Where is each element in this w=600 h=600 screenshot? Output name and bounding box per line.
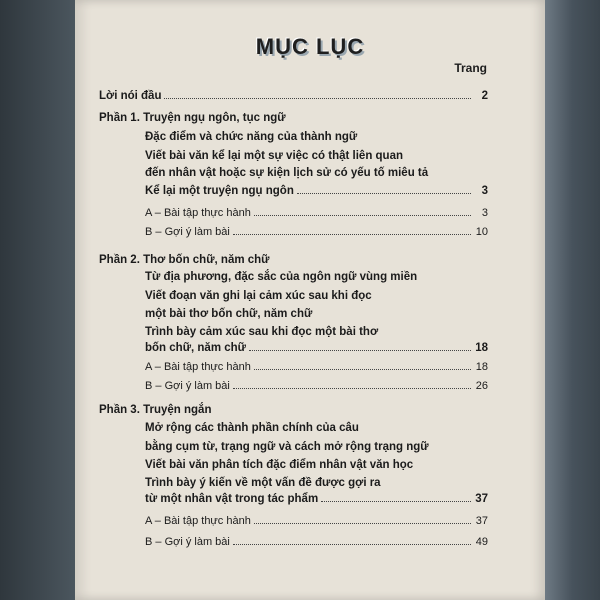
toc-line: Trình bày cảm xúc sau khi đọc một bài thơ: [145, 326, 379, 338]
table-of-contents: [75, 0, 545, 600]
toc-page-number: 26: [475, 380, 488, 392]
toc-guide: B – Gợi ý làm bài 26: [145, 380, 488, 392]
toc-line: Trình bày ý kiến về một vấn đề được gợi ra: [145, 477, 381, 489]
dot-leader: [249, 350, 471, 351]
toc-page-number: 2: [481, 90, 488, 102]
toc-page-number: 3: [481, 207, 488, 219]
toc-line-last: Kể lại một truyện ngụ ngôn 3: [145, 185, 488, 197]
toc-line: Viết bài văn phân tích đặc điểm nhân vật văn học: [145, 459, 414, 471]
dot-leader: [233, 544, 471, 545]
toc-entry-label: Lời nói đầu: [99, 90, 162, 102]
dot-leader: [254, 523, 471, 524]
toc-page: [75, 0, 545, 600]
dot-leader: [254, 369, 471, 370]
toc-line: Viết đoạn văn ghi lại cảm xúc sau khi đọc: [145, 290, 372, 302]
part-title-text: Phần 2. Thơ bốn chữ, năm chữ: [99, 254, 270, 266]
toc-line-last: từ một nhân vật trong tác phẩm 37: [145, 493, 488, 505]
toc-page-number: 3: [481, 185, 488, 197]
page-title: MỤC LỤC: [255, 34, 365, 59]
dot-leader: [297, 193, 471, 194]
toc-practice: A – Bài tập thực hành 18: [145, 361, 488, 373]
toc-line: Mở rộng các thành phần chính của câu: [145, 422, 359, 434]
dot-leader: [164, 98, 471, 99]
toc-page-number: 37: [475, 515, 488, 527]
toc-line: Đặc điểm và chức năng của thành ngữ: [145, 131, 358, 143]
toc-page-number: 49: [475, 536, 488, 548]
toc-line: một bài thơ bốn chữ, năm chữ: [145, 308, 313, 320]
toc-line: đến nhân vật hoặc sự kiện lịch sử có yếu tố miêu tả: [145, 167, 429, 179]
toc-entry-intro: [99, 89, 488, 103]
page-column-label: Trang: [454, 61, 487, 75]
toc-guide: B – Gợi ý làm bài 10: [145, 226, 488, 238]
toc-page-number: 18: [475, 361, 488, 373]
book-spine: [545, 0, 600, 600]
dot-leader: [254, 215, 471, 216]
toc-line: Viết bài văn kể lại một sự việc có thật liên quan: [145, 150, 404, 162]
part-title: [99, 111, 286, 125]
dot-leader: [233, 388, 471, 389]
toc-guide: B – Gợi ý làm bài 49: [145, 536, 488, 548]
part-title-text: Phần 3. Truyện ngắn: [99, 404, 212, 416]
part-title: [99, 253, 270, 267]
toc-line: bằng cụm từ, trạng ngữ và cách mở rộng trạng ngữ: [145, 441, 429, 453]
left-background: [0, 0, 75, 600]
toc-page-number: 10: [475, 226, 488, 238]
part-title: [99, 403, 211, 417]
toc-page-number: 18: [475, 342, 488, 354]
dot-leader: [321, 501, 471, 502]
toc-line-last: bốn chữ, năm chữ 18: [145, 342, 488, 354]
toc-practice: A – Bài tập thực hành 3: [145, 207, 488, 219]
toc-page-number: 37: [475, 493, 488, 505]
toc-practice: A – Bài tập thực hành 37: [145, 515, 488, 527]
part-title-text: Phần 1. Truyện ngụ ngôn, tục ngữ: [99, 112, 286, 124]
toc-line: Từ địa phương, đặc sắc của ngôn ngữ vùng miền: [145, 271, 418, 283]
dot-leader: [233, 234, 471, 235]
